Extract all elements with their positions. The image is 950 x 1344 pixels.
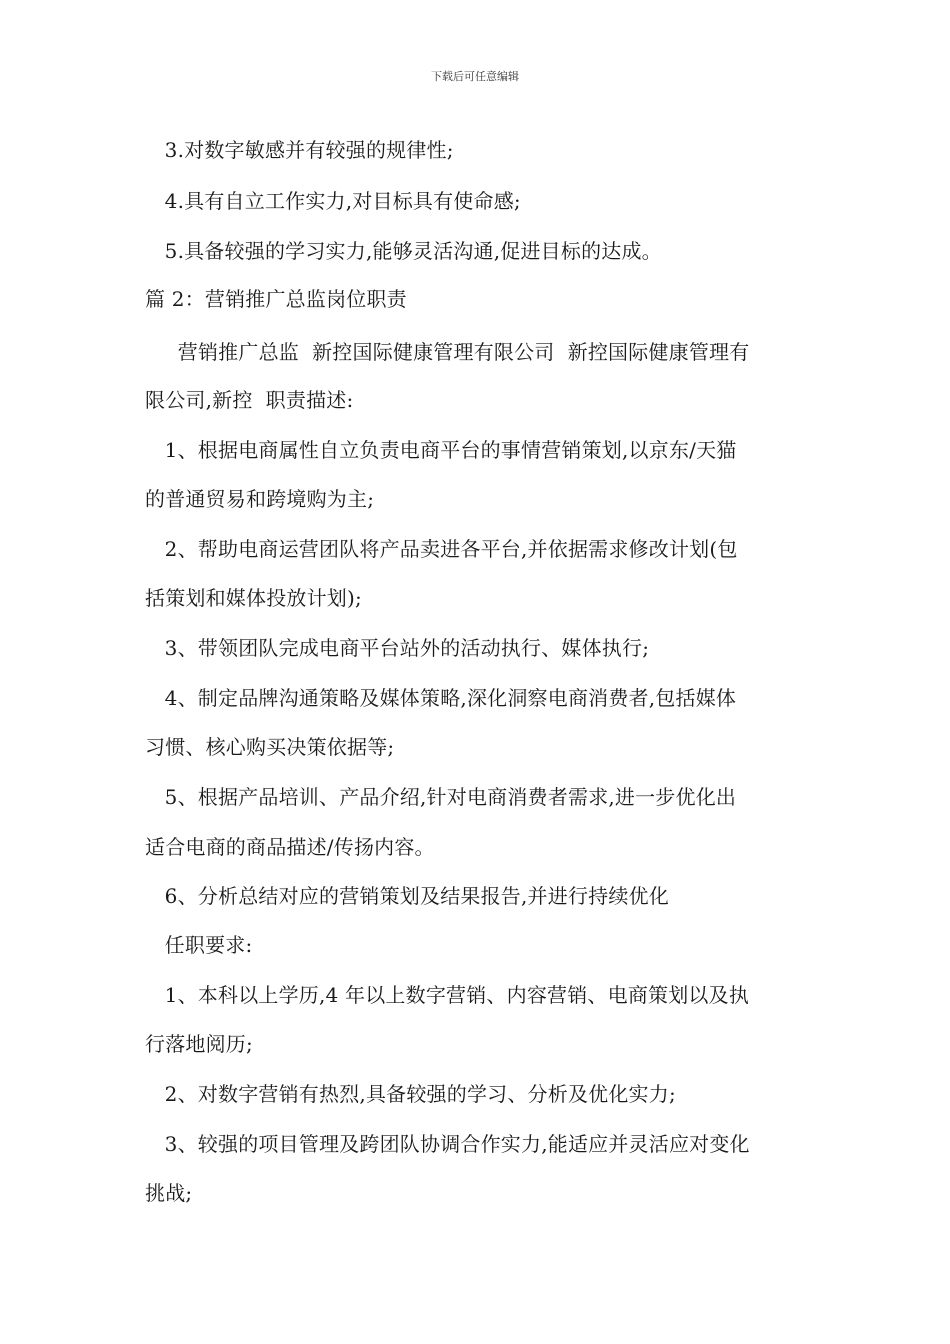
text-line: 括策划和媒体投放计划); — [145, 586, 362, 610]
text-line: 6、分析总结对应的营销策划及结果报告,并进行持续优化 — [145, 884, 669, 908]
text-line: 营销推广总监 新控国际健康管理有限公司 新控国际健康管理有 — [145, 340, 750, 364]
text-line: 任职要求: — [145, 933, 253, 957]
text-line: 5、根据产品培训、产品介绍,针对电商消费者需求,进一步优化出 — [145, 785, 737, 809]
text-line: 3、带领团队完成电商平台站外的活动执行、媒体执行; — [145, 636, 650, 660]
text-line: 1、本科以上学历,4 年以上数字营销、内容营销、电商策划以及执 — [145, 983, 750, 1007]
page-header: 下载后可任意编辑 — [431, 70, 519, 83]
text-line: 行落地阅历; — [145, 1032, 253, 1056]
text-line: 2、帮助电商运营团队将产品卖进各平台,并依据需求修改计划(包 — [145, 537, 738, 561]
text-line: 3、较强的项目管理及跨团队协调合作实力,能适应并灵活应对变化 — [145, 1132, 750, 1156]
text-line: 4.具有自立工作实力,对目标具有使命感; — [145, 189, 521, 213]
text-line: 适合电商的商品描述/传扬内容。 — [145, 835, 435, 859]
text-line: 的普通贸易和跨境购为主; — [145, 487, 375, 511]
text-line: 限公司,新控 职责描述: — [145, 388, 354, 412]
text-line: 3.对数字敏感并有较强的规律性; — [145, 138, 454, 162]
text-line: 4、制定品牌沟通策略及媒体策略,深化洞察电商消费者,包括媒体 — [145, 686, 737, 710]
text-line: 5.具备较强的学习实力,能够灵活沟通,促进目标的达成。 — [145, 239, 662, 263]
text-line: 挑战; — [145, 1181, 193, 1205]
text-line: 1、根据电商属性自立负责电商平台的事情营销策划,以京东/天猫 — [145, 438, 737, 462]
text-line: 习惯、核心购买决策依据等; — [145, 735, 395, 759]
section-heading: 篇 2：营销推广总监岗位职责 — [145, 287, 407, 311]
text-line: 2、对数字营销有热烈,具备较强的学习、分析及优化实力; — [145, 1082, 676, 1106]
